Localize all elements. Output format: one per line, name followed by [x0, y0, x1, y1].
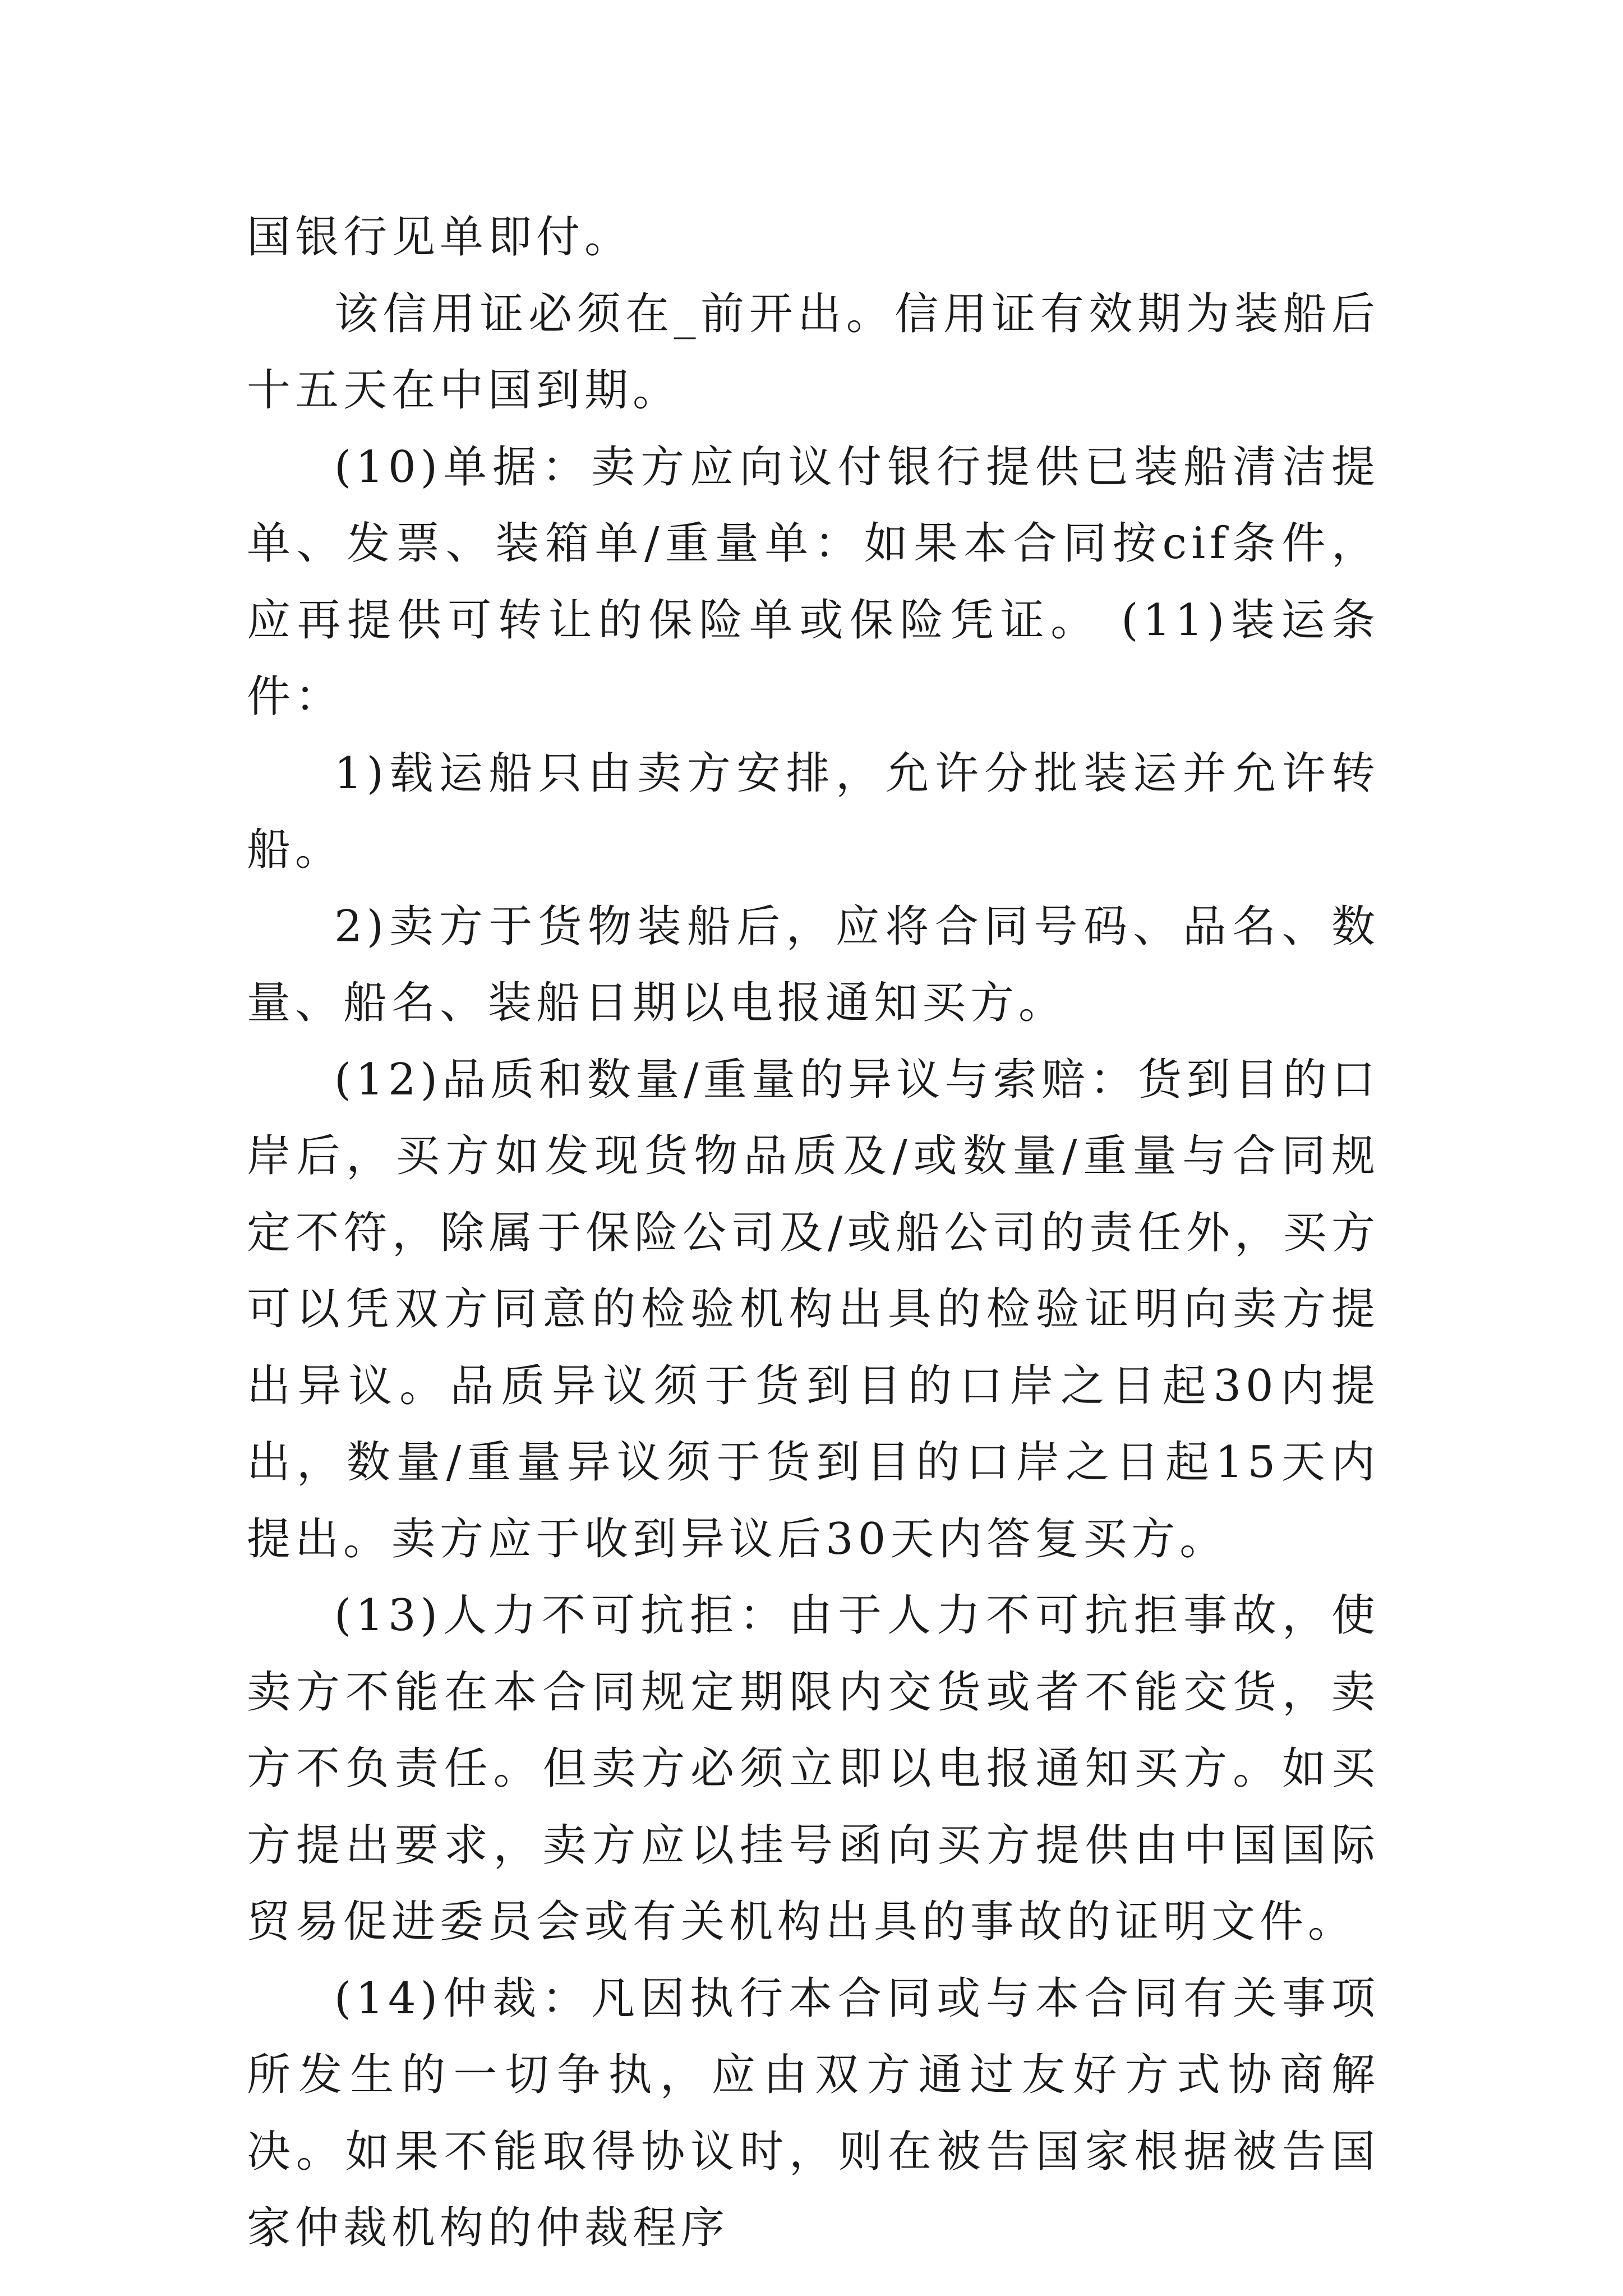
paragraph-claims: (12)品质和数量/重量的异议与索赔：货到目的口岸后，买方如发现货物品质及/或数量/重量与合同规定不符，除属于保险公司及/或船公司的责任外，买方可以凭双方同意的检验机构出具的检验证明向卖方提出异议。品质异议须于货到目的口岸之日起30内提出，数量/重量异议须于货到目的口岸之日起15天内提出。卖方应于收到异议后30天内答复买方。 — [247, 1054, 1380, 1565]
paragraph-documents-shipping: (10)单据：卖方应向议付银行提供已装船清洁提单、发票、装箱单/重量单：如果本合同按cif条件，应再提供可转让的保险单或保险凭证。 (11)装运条件： — [247, 441, 1380, 722]
document-body — [247, 199, 1380, 2267]
paragraph-shipping-term-1: 1)载运船只由卖方安排，允许分批装运并允许转船。 — [247, 748, 1380, 875]
paragraph-continuation: 国银行见单即付。 — [247, 212, 633, 263]
paragraph-force-majeure: (13)人力不可抗拒：由于人力不可抗拒事故，使卖方不能在本合同规定期限内交货或者不能交货，卖方不负责任。但卖方必须立即以电报通知买方。如买方提出要求，卖方应以挂号函向买方提供由中国国际贸易促进委员会或有关机构出具的事故的证明文件。 — [247, 1590, 1380, 1947]
paragraph-arbitration: (14)仲裁：凡因执行本合同或与本合同有关事项所发生的一切争执，应由双方通过友好方式协商解决。如果不能取得协议时，则在被告国家根据被告国家仲裁机构的仲裁程序 — [247, 1973, 1380, 2253]
paragraph-shipping-term-2: 2)卖方于货物装船后，应将合同号码、品名、数量、船名、装船日期以电报通知买方。 — [247, 901, 1380, 1028]
paragraph-credit-deadline: 该信用证必须在_前开出。信用证有效期为装船后十五天在中国到期。 — [247, 288, 1380, 416]
